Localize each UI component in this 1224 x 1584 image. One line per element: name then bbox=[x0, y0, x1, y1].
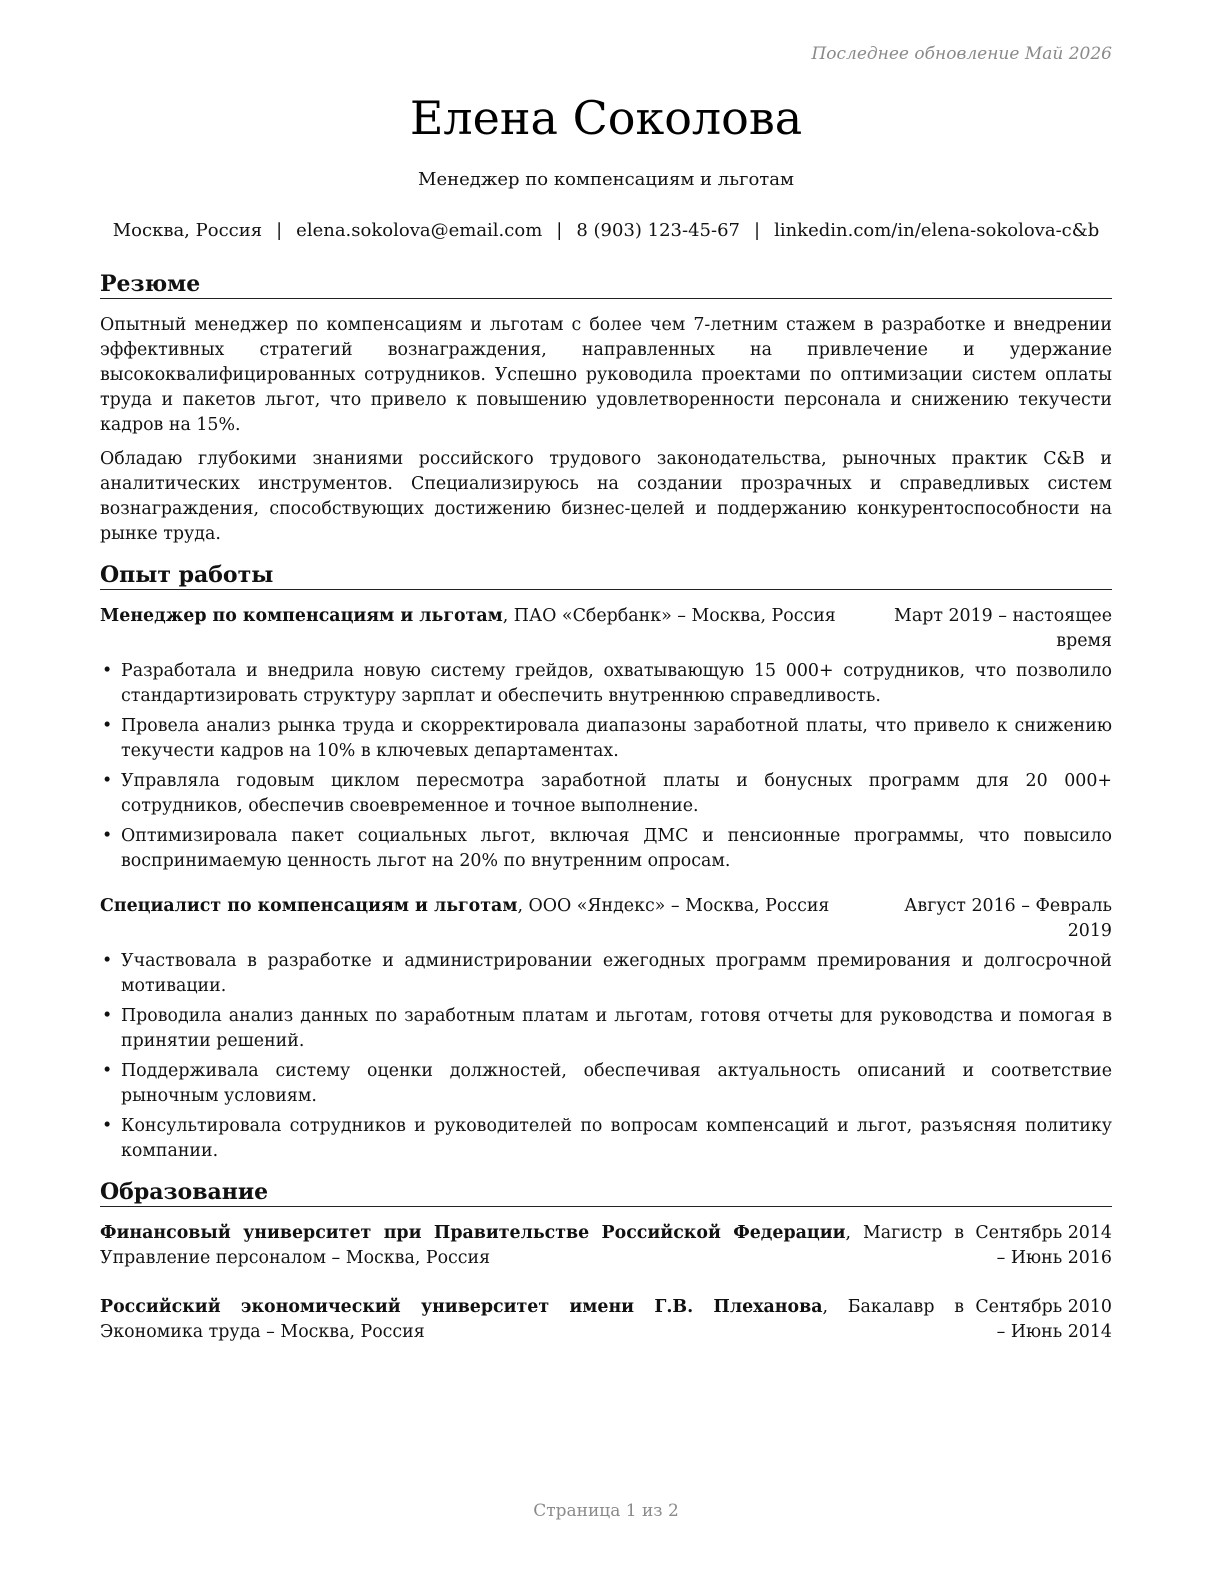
job-org: , ПАО «Сбербанк» – Москва, Россия bbox=[502, 606, 836, 626]
contact-line bbox=[0, 219, 1212, 243]
education-school: Российский экономический университет имени Г.В. Плеханова bbox=[100, 1297, 823, 1317]
education-dates: Сентябрь 2014 – Июнь 2016 bbox=[975, 1223, 1112, 1268]
summary-section bbox=[100, 270, 1112, 547]
bullet-icon: • bbox=[102, 1116, 113, 1136]
education-dates: Сентябрь 2010 – Июнь 2014 bbox=[975, 1297, 1112, 1342]
job-title-line bbox=[100, 604, 880, 654]
contact-separator: | bbox=[276, 220, 283, 241]
section-heading-experience: Опыт работы bbox=[100, 561, 1112, 590]
resume-content bbox=[100, 270, 1112, 1369]
summary-paragraph: Обладаю глубокими знаниями российского трудового законодательства, рыночных практик C&B и аналитических инструментов. Специализируюсь на создании прозрачных и справедливых систем вознаграждения, способствующих достижению бизнес-целей и поддержанию конкурентоспособности на рынке труда. bbox=[100, 449, 1112, 544]
education-details: , Магистр в Управление персоналом – Москва, Россия bbox=[100, 1223, 964, 1268]
list-item bbox=[100, 949, 1112, 999]
education-entry bbox=[100, 1221, 1112, 1271]
education-school: Финансовый университет при Правительстве Российской Федерации bbox=[100, 1223, 846, 1243]
contact-phone: 8 (903) 123-45-67 bbox=[576, 220, 740, 241]
job-role: Специалист по компенсациям и льготам bbox=[100, 896, 518, 916]
candidate-title: Менеджер по компенсациям и льготам bbox=[418, 169, 794, 190]
contact-separator: | bbox=[753, 220, 761, 241]
summary-paragraph: Опытный менеджер по компенсациям и льготам с более чем 7-летним стажем в разработке и внедрении эффективных стратегий вознаграждения, направленных на привлечение и удержание высококвалифицированных сотрудников. Успешно руководила проектами по оптимизации систем оплаты труда и пакетов льгот, что привело к повышению удовлетворенности персонала и снижению текучести кадров на 15%. bbox=[100, 315, 1112, 435]
experience-section bbox=[100, 561, 1112, 1164]
contact-email[interactable]: elena.sokolova@email.com bbox=[296, 220, 543, 241]
job-dates: Август 2016 – Февраль 2019 bbox=[904, 896, 1112, 941]
list-item bbox=[100, 769, 1112, 819]
bullet-icon: • bbox=[102, 716, 113, 736]
job-header bbox=[100, 894, 1112, 944]
job-org: , ООО «Яндекс» – Москва, Россия bbox=[517, 896, 830, 916]
list-item bbox=[100, 824, 1112, 874]
education-section bbox=[100, 1178, 1112, 1345]
list-item bbox=[100, 1059, 1112, 1109]
section-heading-education: Образование bbox=[100, 1178, 1112, 1207]
section-heading-summary: Резюме bbox=[100, 270, 1112, 299]
list-item bbox=[100, 714, 1112, 764]
job-bullets bbox=[100, 949, 1112, 1164]
job-role: Менеджер по компенсациям и льготам bbox=[100, 606, 503, 626]
bullet-icon: • bbox=[102, 1006, 113, 1026]
bullet-text: Участвовала в разработке и администрировании ежегодных программ премирования и долгосрочной мотивации. bbox=[121, 951, 1112, 996]
job-dates: Март 2019 – настоящее время bbox=[894, 606, 1112, 651]
bullet-text: Разработала и внедрила новую систему грейдов, охватывающую 15 000+ сотрудников, что позволило стандартизировать структуру зарплат и обеспечить внутреннюю справедливость. bbox=[121, 661, 1112, 706]
contact-location: Москва, Россия bbox=[112, 220, 263, 241]
contact-linkedin[interactable]: linkedin.com/in/elena-sokolova-c&b bbox=[774, 220, 1100, 241]
list-item bbox=[100, 1004, 1112, 1054]
bullet-icon: • bbox=[102, 661, 113, 681]
education-title-line bbox=[100, 1295, 964, 1345]
bullet-text: Провела анализ рынка труда и скорректировала диапазоны заработной платы, что привело к снижению текучести кадров на 10% в ключевых департаментах. bbox=[121, 716, 1112, 761]
last-updated: Последнее обновление Май 2026 bbox=[811, 44, 1112, 64]
bullet-icon: • bbox=[102, 1061, 113, 1081]
job-title-line bbox=[100, 894, 880, 944]
page-number: Страница 1 из 2 bbox=[533, 1501, 679, 1521]
education-entry bbox=[100, 1295, 1112, 1345]
bullet-icon: • bbox=[102, 951, 113, 971]
job-bullets bbox=[100, 659, 1112, 874]
education-details: , Бакалавр в Экономика труда – Москва, Россия bbox=[100, 1297, 964, 1342]
bullet-text: Оптимизировала пакет социальных льгот, включая ДМС и пенсионные программы, что повысило воспринимаемую ценность льгот на 20% по внутренним опросам. bbox=[121, 826, 1112, 871]
bullet-icon: • bbox=[102, 826, 113, 846]
list-item bbox=[100, 1114, 1112, 1164]
bullet-text: Проводила анализ данных по заработным платам и льготам, готовя отчеты для руководства и помогая в принятии решений. bbox=[121, 1006, 1112, 1051]
education-title-line bbox=[100, 1221, 964, 1271]
candidate-name: Елена Соколова bbox=[409, 91, 803, 145]
bullet-text: Управляла годовым циклом пересмотра заработной платы и бонусных программ для 20 000+ сотрудников, обеспечив своевременное и точное выполнение. bbox=[121, 771, 1112, 816]
bullet-icon: • bbox=[102, 771, 113, 791]
bullet-text: Поддерживала систему оценки должностей, обеспечивая актуальность описаний и соответствие рыночным условиям. bbox=[121, 1061, 1112, 1106]
bullet-text: Консультировала сотрудников и руководителей по вопросам компенсаций и льгот, разъясняя политику компании. bbox=[121, 1116, 1112, 1161]
contact-separator: | bbox=[556, 220, 563, 241]
list-item bbox=[100, 659, 1112, 709]
job-header bbox=[100, 604, 1112, 654]
